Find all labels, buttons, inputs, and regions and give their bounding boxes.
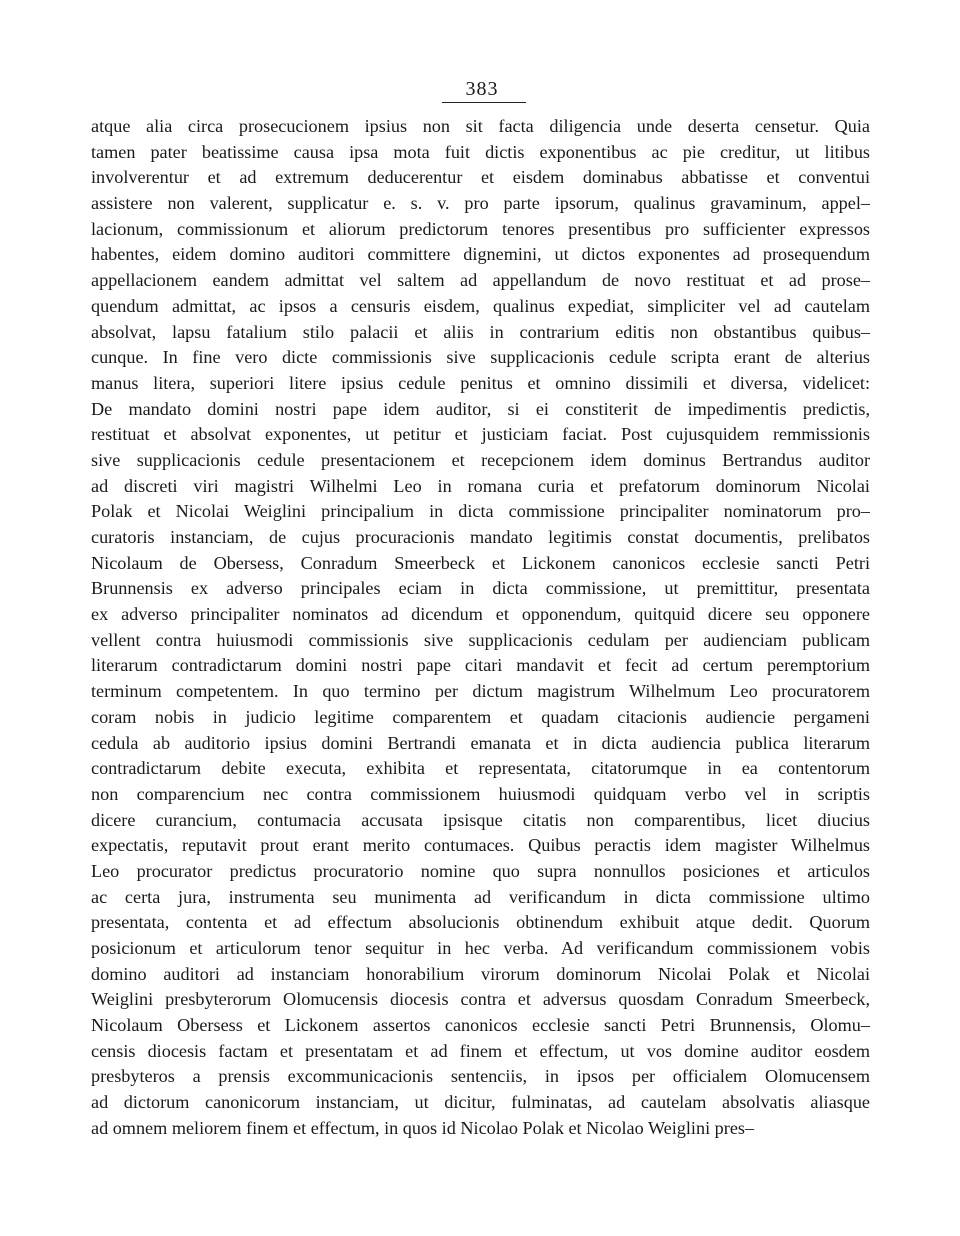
text-line: cunque. In fine vero dicte commissionis sive supplicacionis cedule scripta erant de alterius bbox=[91, 347, 870, 368]
text-line: curatoris instanciam, de cujus procuracionis mandato legitimis constat documentis, prelibatos bbox=[91, 527, 870, 547]
text-line: Brunnensis ex adverso principales eciam in dicta commissione, ut premittitur, presentata bbox=[91, 578, 870, 599]
text-line: lacionum, commissionum et aliorum predictorum tenores presentibus pro sufficienter expressos bbox=[91, 218, 870, 239]
text-line: involverentur et ad extremum deducerentur et eisdem dominabus abbatisse et conventui bbox=[91, 167, 870, 188]
text-line: atque alia circa prosecucionem ipsius non sit facta diligencia unde deserta censetur. Quia bbox=[91, 116, 870, 136]
text-line: Weiglini presbyterorum Olomucensis diocesis contra et adversus quosdam Conradum Smeerbeck, bbox=[91, 989, 870, 1010]
text-line: literarum contradictarum domini nostri pape citari mandavit et fecit ad certum peremptorium bbox=[91, 655, 870, 676]
text-line: presentata, contenta et ad effectum absolucionis obtinendum exhibuit atque dedit. Quorum bbox=[91, 912, 870, 933]
body-text bbox=[91, 114, 870, 1142]
text-line: censis diocesis factam et presentatam et ad finem et effectum, ut vos domine auditor eosdem bbox=[91, 1040, 870, 1061]
text-line: ad omnem meliorem finem et effectum, in quos id Nicolao Polak et Nicolao Weiglini pres– bbox=[91, 1117, 755, 1138]
text-line: Leo procurator predictus procuratorio nomine quo supra nonnullos posiciones et articulos bbox=[91, 860, 870, 881]
text-line: absolvat, lapsu fatalium stilo palacii et aliis in contrarium editis non obstantibus quibus– bbox=[91, 321, 870, 342]
text-line: contradictarum debite executa, exhibita et representata, citatorumque in ea contentorum bbox=[91, 758, 870, 779]
text-line: posicionum et articulorum tenor sequitur in hec verba. Ad verificandum commissionem vobis bbox=[91, 938, 870, 958]
text-line: quendum admittat, ac ipsos a censuris eisdem, qualinus expediat, simpliciter vel ad cautelam bbox=[91, 295, 870, 316]
text-line: restituat et absolvat exponentes, ut petitur et justiciam faciat. Post cujusquidem remmissionis bbox=[91, 424, 870, 445]
text-line: ad dictorum canonicorum instanciam, ut dicitur, fulminatas, ad cautelam absolvatis aliasque bbox=[91, 1092, 870, 1113]
text-line: assistere non valerent, supplicatur e. s. v. pro parte ipsorum, qualinus gravaminum, appel– bbox=[91, 193, 870, 214]
text-line: habentes, eidem domino auditori committere dignemini, ut dictos exponentes ad prosequendum bbox=[91, 244, 870, 265]
page-number-rule bbox=[442, 102, 526, 103]
text-line: ac certa jura, instrumenta seu munimenta ad verificandum in dicta commissione ultimo bbox=[91, 886, 870, 907]
text-line: coram nobis in judicio legitime comparentem et quadam citacionis audiencie pergameni bbox=[91, 706, 870, 727]
text-line: vellent contra huiusmodi commissionis sive supplicacionis cedulam per audienciam publicam bbox=[91, 629, 870, 650]
text-line: expectatis, reputavit prout erant merito contumaces. Quibus peractis idem magister Wilhelmus bbox=[91, 835, 870, 856]
text-line: tamen pater beatissime causa ipsa mota fuit dictis exponentibus ac pie creditur, ut litibus bbox=[91, 141, 870, 162]
text-line: De mandato domini nostri pape idem auditor, si ei constiterit de impedimentis predictis, bbox=[91, 398, 870, 419]
text-line: ad discreti viri magistri Wilhelmi Leo in romana curia et prefatorum dominorum Nicolai bbox=[91, 475, 870, 496]
text-line: sive supplicacionis cedule presentacionem et recepcionem idem dominus Bertrandus auditor bbox=[91, 449, 870, 470]
text-line: Nicolaum Obersess et Lickonem assertos canonicos ecclesie sancti Petri Brunnensis, Olomu– bbox=[91, 1015, 870, 1036]
text-line: cedula ab auditorio ipsius domini Bertrandi emanata et in dicta audiencia publica literarum bbox=[91, 732, 870, 753]
text-line: presbyteros a prensis excommunicacionis sentenciis, in ipsos per officialem Olomucensem bbox=[91, 1066, 870, 1087]
text-line: appellacionem eandem admittat vel saltem ad appellandum de novo restituat et ad prose– bbox=[91, 270, 870, 291]
text-line: manus litera, superiori litere ipsius cedule penitus et omnino dissimili et diversa, videlicet: bbox=[91, 372, 870, 393]
text-line: Nicolaum de Obersess, Conradum Smeerbeck et Lickonem canonicos ecclesie sancti Petri bbox=[91, 552, 870, 573]
text-line: terminum competentem. In quo termino per dictum magistrum Wilhelmum Leo procuratorem bbox=[91, 681, 870, 702]
text-line: dicere curancium, contumacia accusata ipsisque citatis non comparentibus, licet diucius bbox=[91, 809, 870, 830]
text-line: Polak et Nicolai Weiglini principalium in dicta commissione principaliter nominatorum pro– bbox=[91, 501, 870, 522]
text-line: non comparencium nec contra commissionem huiusmodi quidquam verbo vel in scriptis bbox=[91, 783, 870, 804]
text-line: ex adverso principaliter nominatos ad dicendum et opponendum, quitquid dicere seu opponere bbox=[91, 604, 870, 625]
page-number: 383 bbox=[465, 78, 499, 100]
text-line: domino auditori ad instanciam honorabilium virorum dominorum Nicolai Polak et Nicolai bbox=[91, 963, 870, 984]
